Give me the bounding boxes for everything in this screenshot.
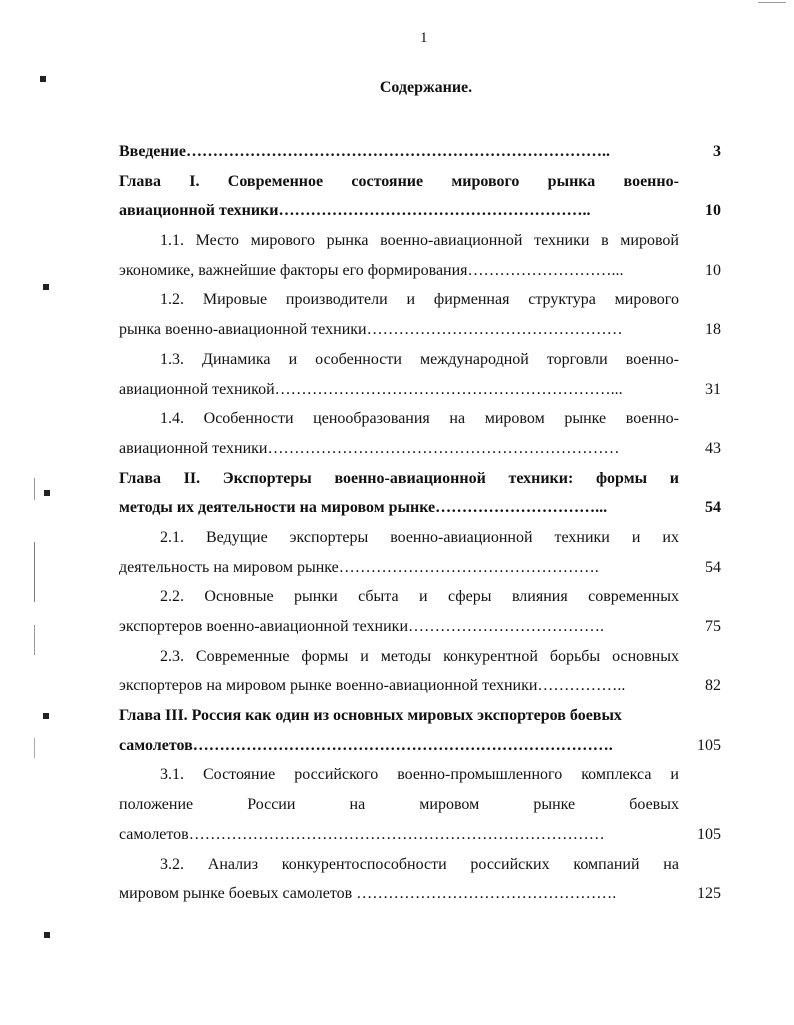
- scan-speck: [40, 76, 46, 82]
- word: и: [669, 469, 679, 487]
- word: России: [247, 796, 296, 814]
- word: военно-промышленного: [397, 766, 563, 784]
- word: военно-авиационной: [380, 232, 523, 250]
- word: Ведущие: [205, 528, 268, 546]
- toc-entry-label: [119, 642, 679, 672]
- word: конкурентной: [443, 647, 538, 665]
- toc-row: [119, 582, 721, 612]
- toc-row: [119, 256, 721, 286]
- toc-entry-label: [119, 226, 679, 256]
- word: Основные: [204, 588, 274, 606]
- toc-page-number: 105: [697, 736, 721, 754]
- word: ценообразования: [313, 410, 430, 428]
- toc-entry-label: авиационной техники…………………………………………………..: [119, 202, 591, 220]
- toc-entry-label: самолетов……………………………………………………………………: [119, 825, 605, 843]
- word: компаний: [573, 855, 640, 873]
- scan-speck: [43, 713, 49, 719]
- word: Мировые: [202, 291, 268, 309]
- page-title: Содержание.: [379, 79, 473, 96]
- toc-page-number: 82: [705, 677, 721, 695]
- word: и: [360, 647, 369, 665]
- word: военно-: [625, 350, 679, 368]
- word: особенности: [315, 350, 402, 368]
- scan-line: [34, 738, 35, 758]
- toc-row: [119, 850, 721, 880]
- word: военно-: [625, 410, 679, 428]
- word: структура: [528, 291, 596, 309]
- word: 1.1.: [160, 232, 184, 250]
- word: Место: [195, 232, 240, 250]
- word: положение: [119, 796, 194, 814]
- word: 3.1.: [160, 766, 184, 784]
- toc-row: [119, 760, 721, 790]
- scan-line: [34, 478, 35, 500]
- word: II.: [183, 469, 201, 487]
- word: военно-авиационной: [390, 528, 533, 546]
- word: и: [419, 588, 428, 606]
- word: Особенности: [203, 410, 294, 428]
- toc-entry-label: экономике, важнейшие факторы его формирования………………………...: [119, 261, 624, 279]
- word: рынке: [533, 796, 576, 814]
- word: российских: [470, 855, 550, 873]
- word: мировом: [484, 410, 545, 428]
- toc-entry-label: [119, 850, 679, 880]
- scan-line: [34, 542, 35, 602]
- word: сбыта: [358, 588, 399, 606]
- toc-row: [119, 612, 721, 642]
- toc-row: [119, 493, 721, 523]
- word: формы: [595, 469, 648, 487]
- toc-row: [119, 642, 721, 672]
- toc-entry-label: самолетов…………………………………………………………………….: [119, 736, 613, 754]
- word: рынке: [564, 410, 607, 428]
- word: формы: [301, 647, 349, 665]
- toc-row: [119, 137, 721, 167]
- word: фирменная: [433, 291, 510, 309]
- word: 2.1.: [160, 528, 184, 546]
- word: Современные: [195, 647, 290, 665]
- word: Анализ: [207, 855, 259, 873]
- word: в: [601, 232, 609, 250]
- word: комплекса: [581, 766, 652, 784]
- word: Динамика: [202, 350, 271, 368]
- page-number: 1: [420, 30, 428, 46]
- toc-entry-label: [119, 760, 679, 790]
- word: 2.2.: [160, 588, 184, 606]
- toc-page-number: 3: [713, 143, 721, 160]
- toc-row: [119, 731, 721, 761]
- toc-page-number: 43: [705, 439, 721, 457]
- word: на: [663, 855, 679, 873]
- word: российского: [294, 766, 379, 784]
- word: методы: [380, 647, 432, 665]
- word: Глава: [119, 172, 161, 190]
- word: 2.3.: [160, 647, 184, 665]
- word: 1.2.: [160, 291, 184, 309]
- word: влияния: [511, 588, 568, 606]
- word: боевых: [629, 796, 679, 814]
- word: техники: [534, 232, 590, 250]
- toc-page-number: 31: [705, 380, 721, 398]
- toc-entry-label: Глава III. Россия как один из основных мировых экспортеров боевых: [119, 707, 622, 725]
- word: торговли: [546, 350, 608, 368]
- toc-entry-label: авиационной техникой………………………………………………………...: [119, 380, 623, 398]
- word: мирового: [250, 232, 315, 250]
- toc-page-number: 54: [705, 558, 721, 576]
- toc-row: [119, 196, 721, 226]
- toc-entry-label: [119, 404, 679, 434]
- toc-row: [119, 434, 721, 464]
- toc-page-number: 54: [705, 499, 721, 517]
- toc-page-number: 105: [697, 825, 721, 843]
- word: мирового: [614, 291, 679, 309]
- word: рынка: [326, 232, 369, 250]
- word: основных: [612, 647, 679, 665]
- word: техники: [554, 528, 610, 546]
- word: военно-: [623, 172, 679, 190]
- word: мирового: [451, 172, 520, 190]
- toc-entry-label: рынка военно-авиационной техники…………………………………………: [119, 321, 623, 339]
- toc-page-number: 10: [705, 202, 721, 220]
- word: их: [662, 528, 679, 546]
- toc-row: [119, 790, 721, 820]
- toc-entry-label: [119, 285, 679, 315]
- toc-row: [119, 285, 721, 315]
- toc-entry-label: деятельность на мировом рынке………………………………………….: [119, 558, 599, 576]
- word: и: [631, 528, 641, 546]
- toc-entry-label: [119, 523, 679, 553]
- toc-entry-label: авиационной техники…………………………………………………………: [119, 439, 620, 457]
- toc-row: [119, 523, 721, 553]
- toc-page-number: 75: [705, 618, 721, 635]
- word: Глава: [119, 469, 161, 487]
- toc-row: [119, 404, 721, 434]
- toc-entry-label: экспортеров военно-авиационной техники……………………………….: [119, 618, 605, 635]
- word: Состояние: [203, 766, 276, 784]
- word: рынки: [294, 588, 338, 606]
- word: на: [349, 796, 366, 814]
- word: I.: [189, 172, 200, 190]
- word: Экспортеры: [222, 469, 312, 487]
- toc-row: [119, 701, 721, 731]
- word: военно-авиационной: [334, 469, 486, 487]
- toc-row: [119, 464, 721, 494]
- toc-entry-label: [119, 464, 679, 494]
- toc-row: [119, 375, 721, 405]
- table-of-contents: [119, 137, 721, 909]
- word: Современное: [227, 172, 324, 190]
- toc-entry-label: [119, 345, 679, 375]
- toc-row: [119, 167, 721, 197]
- word: сферы: [448, 588, 492, 606]
- word: 1.4.: [160, 410, 184, 428]
- toc-entry-label: [119, 167, 679, 197]
- word: производители: [285, 291, 388, 309]
- word: состояние: [351, 172, 424, 190]
- word: и: [670, 766, 679, 784]
- word: конкурентоспособности: [281, 855, 447, 873]
- word: экспортеры: [289, 528, 369, 546]
- scan-speck: [43, 284, 49, 290]
- toc-row: [119, 345, 721, 375]
- toc-entry-label: мировом рынке боевых самолетов ………………………………………….: [119, 885, 617, 903]
- toc-page-number: 125: [697, 885, 721, 903]
- scan-line: [34, 625, 35, 655]
- scan-speck: [44, 490, 50, 496]
- toc-entry-label: [119, 790, 679, 820]
- scan-artifact-line: [758, 2, 786, 3]
- toc-row: [119, 879, 721, 909]
- toc-row: [119, 671, 721, 701]
- scan-speck: [44, 932, 50, 938]
- toc-page-number: 10: [705, 261, 721, 279]
- word: борьбы: [549, 647, 601, 665]
- word: на: [449, 410, 466, 428]
- toc-row: [119, 226, 721, 256]
- word: 3.2.: [160, 855, 184, 873]
- toc-row: [119, 820, 721, 850]
- word: международной: [419, 350, 529, 368]
- toc-entry-label: методы их деятельности на мировом рынке…………………………...: [119, 499, 608, 517]
- word: и: [288, 350, 298, 368]
- word: техники:: [508, 469, 574, 487]
- toc-page-number: 18: [705, 321, 721, 339]
- word: рынка: [547, 172, 596, 190]
- toc-entry-label: Введение……………………………………………………………………..: [119, 143, 610, 160]
- toc-row: [119, 315, 721, 345]
- word: мировом: [419, 796, 480, 814]
- word: мировой: [620, 232, 679, 250]
- toc-entry-label: [119, 582, 679, 612]
- word: и: [406, 291, 416, 309]
- word: 1.3.: [160, 350, 184, 368]
- toc-entry-label: экспортеров на мировом рынке военно-авиационной техники……………..: [119, 677, 626, 695]
- toc-row: [119, 553, 721, 583]
- word: современных: [588, 588, 679, 606]
